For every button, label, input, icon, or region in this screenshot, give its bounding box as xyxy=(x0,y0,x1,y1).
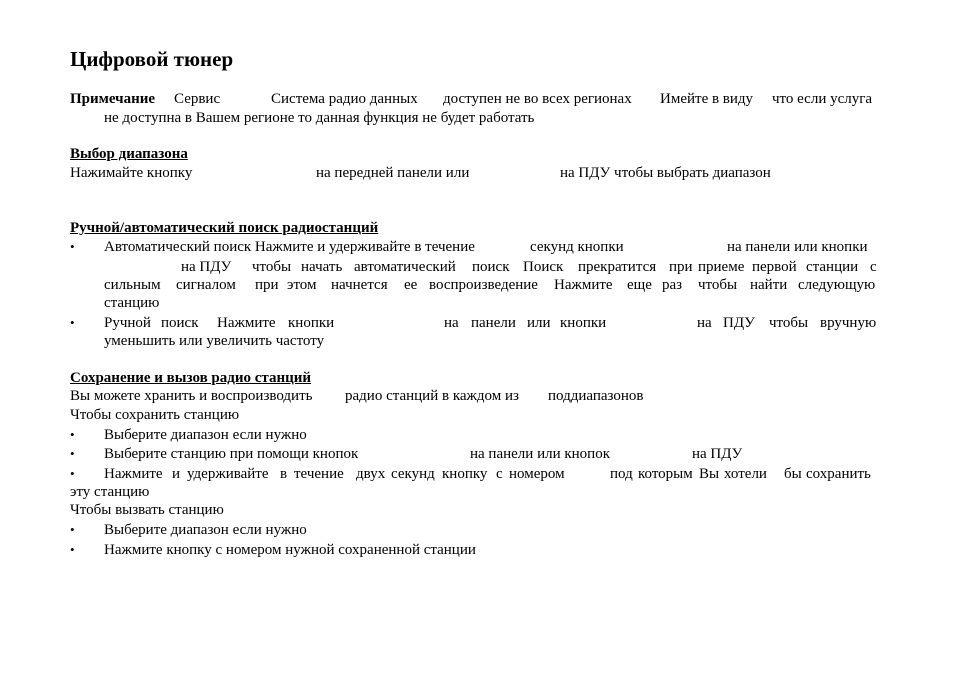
auto-search-text: еще xyxy=(627,277,652,293)
manual-search-text: или xyxy=(527,315,551,331)
note-label: Примечание xyxy=(70,91,156,107)
save-step: под xyxy=(610,466,633,482)
save-step: которым xyxy=(638,466,693,482)
store-intro: Вы можете хранить и воспроизводить xyxy=(70,388,313,404)
auto-search-text: станцию xyxy=(104,295,160,311)
auto-search-text: при xyxy=(255,277,279,293)
save-step: на ПДУ xyxy=(692,446,743,462)
auto-search-text: начнется xyxy=(331,277,388,293)
bullet-icon: • xyxy=(70,427,75,442)
store-intro: поддиапазонов xyxy=(548,388,644,404)
auto-search-text: на панели или кнопки xyxy=(727,239,868,255)
manual-search-text: Нажмите xyxy=(217,315,276,331)
auto-search-text: Автоматический поиск Нажмите и удерживайте в течение xyxy=(104,239,475,255)
auto-search-text: при xyxy=(669,259,693,275)
recall-step: Выберите диапазон если нужно xyxy=(104,522,307,538)
auto-search-text: Нажмите xyxy=(554,277,613,293)
note-text: Сервис xyxy=(174,91,221,107)
bullet-icon: • xyxy=(70,446,75,461)
auto-search-text: чтобы xyxy=(252,259,292,275)
band-text: на передней панели или xyxy=(316,165,470,181)
recall-step: Нажмите кнопку с номером нужной сохраненной станции xyxy=(104,542,476,558)
auto-search-text: воспроизведение xyxy=(429,277,538,293)
save-step: Вы xyxy=(699,466,720,482)
auto-search-text: начать xyxy=(301,259,343,275)
auto-search-text: с xyxy=(870,259,877,275)
auto-search-text: секунд кнопки xyxy=(530,239,624,255)
save-step: в xyxy=(280,466,288,482)
bullet-icon: • xyxy=(70,315,75,330)
manual-search-text: чтобы xyxy=(769,315,809,331)
save-step: бы xyxy=(784,466,802,482)
save-title: Чтобы сохранить станцию xyxy=(70,407,240,423)
manual-search-text: кнопки xyxy=(288,315,335,331)
save-step: Выберите станцию при помощи кнопок xyxy=(104,446,359,462)
recall-title: Чтобы вызвать станцию xyxy=(70,502,224,518)
manual-search-text: ПДУ xyxy=(723,315,755,331)
note-text: не доступна в Вашем регионе то данная функция не будет работать xyxy=(104,110,535,126)
save-step: хотели xyxy=(724,466,767,482)
save-step: номером xyxy=(509,466,565,482)
save-step: и xyxy=(172,466,181,482)
note-text: что если услуга xyxy=(772,91,873,107)
auto-search-text: сигналом xyxy=(176,277,236,293)
auto-search-text: приеме xyxy=(698,259,745,275)
save-step: двух xyxy=(356,466,386,482)
band-text: Нажимайте кнопку xyxy=(70,165,193,181)
manual-search-text: на xyxy=(697,315,712,331)
note-text: Имейте в виду xyxy=(660,91,754,107)
manual-search-text: уменьшить или увеличить частоту xyxy=(104,333,325,349)
note-text: Система радио данных xyxy=(271,91,418,107)
manual-search-text: на xyxy=(444,315,459,331)
manual-search-text: вручную xyxy=(820,315,877,331)
auto-search-text: первой xyxy=(752,259,797,275)
save-step: на панели или кнопок xyxy=(470,446,610,462)
auto-search-text: раз xyxy=(662,277,683,293)
store-intro: радио станций в каждом из xyxy=(345,388,519,404)
save-step: течение xyxy=(294,466,344,482)
bullet-icon: • xyxy=(70,239,75,254)
manual-search-text: кнопки xyxy=(560,315,607,331)
save-step: кнопку xyxy=(442,466,488,482)
band-text: на ПДУ чтобы выбрать диапазон xyxy=(560,165,771,181)
save-step: Нажмите xyxy=(104,466,163,482)
save-step: сохранить xyxy=(806,466,871,482)
search-heading: Ручной/автоматический поиск радиостанций xyxy=(70,220,379,236)
auto-search-text: сильным xyxy=(104,277,161,293)
bullet-icon: • xyxy=(70,522,75,537)
save-step: с xyxy=(496,466,503,482)
page-title: Цифровой тюнер xyxy=(70,47,234,71)
note-text: доступен не во всех регионах xyxy=(443,91,632,107)
auto-search-text: на ПДУ xyxy=(181,259,232,275)
auto-search-text: прекратится xyxy=(578,259,657,275)
auto-search-text: этом xyxy=(287,277,317,293)
auto-search-text: чтобы xyxy=(698,277,738,293)
auto-search-text: станции xyxy=(806,259,859,275)
bullet-icon: • xyxy=(70,466,75,481)
auto-search-text: ее xyxy=(404,277,418,293)
auto-search-text: автоматический xyxy=(354,259,456,275)
store-heading: Сохранение и вызов радио станций xyxy=(70,370,312,386)
save-step: секунд xyxy=(391,466,435,482)
save-step: удерживайте xyxy=(187,466,269,482)
save-step: Выберите диапазон если нужно xyxy=(104,427,307,443)
auto-search-text: поиск xyxy=(472,259,510,275)
bullet-icon: • xyxy=(70,542,75,557)
auto-search-text: следующую xyxy=(798,277,876,293)
manual-search-text: Ручной xyxy=(104,315,151,331)
auto-search-text: Поиск xyxy=(523,259,564,275)
manual-search-text: панели xyxy=(471,315,516,331)
band-heading: Выбор диапазона xyxy=(70,146,188,162)
manual-search-text: поиск xyxy=(161,315,199,331)
save-step: эту станцию xyxy=(70,484,150,500)
auto-search-text: найти xyxy=(750,277,788,293)
